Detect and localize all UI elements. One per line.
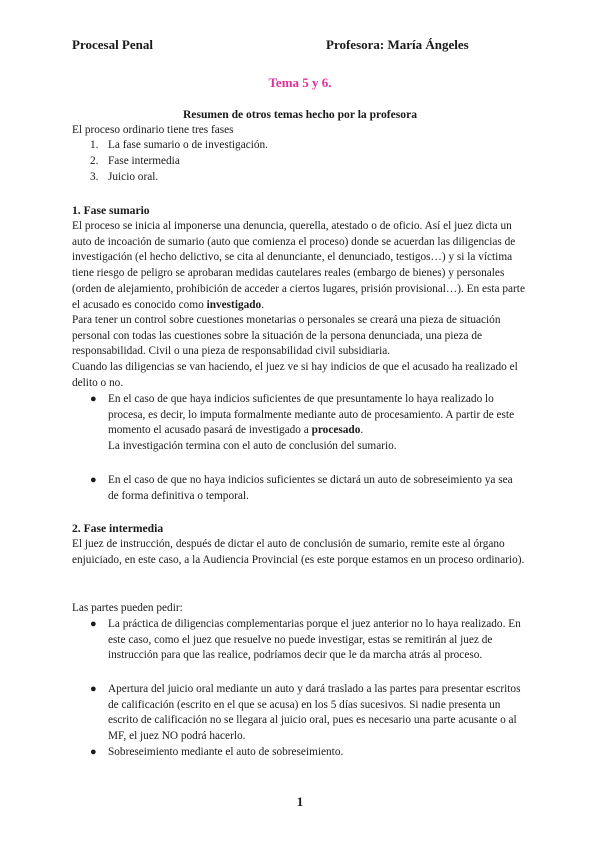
page-title: Tema 5 y 6. <box>268 75 332 90</box>
section-1-para-1 <box>72 219 527 313</box>
list-number: 1. <box>90 139 99 151</box>
section-1-para-2: Para tener un control sobre cuestiones monetarias o personales se creará una pieza de situación personal con todas las cuestiones sobre la situación de la persona denunciada, una pieza de responsabilidad. Civil o una pieza de responsabilidad civil subsidiaria. <box>72 314 501 358</box>
bullet-text: La práctica de diligencias complementarias porque el juez anterior no lo haya realizado. En este caso, como el juez que resuelve no puede investigar, estas se remitirán al juez de instrucción para que las realice, podríamos decir que le da marcha atrás al proceso. <box>108 618 521 662</box>
section-2-bullet <box>0 617 600 683</box>
text-run: La investigación termina con el auto de conclusión del sumario. <box>108 440 397 453</box>
section-2-bullet <box>0 745 600 763</box>
bullet-icon: ● <box>90 746 97 758</box>
header-left: Procesal Penal <box>72 37 153 52</box>
bullet-icon: ● <box>90 393 97 405</box>
bullet-text <box>108 392 526 455</box>
text-run: . <box>360 424 364 437</box>
list-text: La fase sumario o de investigación. <box>108 139 268 151</box>
bullet-icon: ● <box>90 474 97 486</box>
bullet-text: Apertura del juicio oral mediante un auto y dará traslado a las partes para presentar escritos de calificación (escrito en el que se acusa) en los 5 días sucesivos. Si nadie presenta un escrito de calificación no se llegara al juicio oral, pues es necesario una parte acusante o al MF, el juez NO podrá hacerlo. <box>108 683 521 743</box>
header-right: Profesora: María Ángeles <box>326 37 469 52</box>
page-number: 1 <box>296 794 304 809</box>
page-subtitle: Resumen de otros temas hecho por la profesora <box>182 108 418 121</box>
text-run: . <box>261 298 265 311</box>
section-2-bullet <box>0 682 600 748</box>
section-1-para-3: Cuando las diligencias se van haciendo, el juez ve si hay indicios de que el acusado ha realizado el delito o no. <box>72 361 518 389</box>
bullet-icon: ● <box>90 683 97 695</box>
list-text: Juicio oral. <box>108 171 159 183</box>
list-item <box>0 155 600 171</box>
list-number: 2. <box>90 155 99 167</box>
section-2-para-2: Las partes pueden pedir: <box>72 602 183 614</box>
text-run: En el caso de que haya indicios suficientes de que presuntamente lo haya realizado lo procesa, es decir, lo imputa formalmente mediante auto de procesamiento. A partir de este momento el acusado pasará de investigado a <box>108 393 515 437</box>
bullet-text: Sobreseimiento mediante el auto de sobreseimiento. <box>108 746 344 758</box>
section-2-para-1: El juez de instrucción, después de dictar el auto de conclusión de sumario, remite este al órgano enjuiciado, en este caso, a la Audiencia Provincial (es este porque estamos en un proceso ordinario). <box>72 538 525 566</box>
bullet-text: En el caso de que no haya indicios suficientes se dictará un auto de sobreseimiento ya sea de forma definitiva o temporal. <box>108 474 513 502</box>
list-item <box>0 139 600 155</box>
bold-term: procesado <box>311 424 361 437</box>
section-1-bullet-2 <box>0 473 600 507</box>
intro-text: El proceso ordinario tiene tres fases <box>72 124 234 136</box>
section-2-heading: 2. Fase intermedia <box>72 522 164 535</box>
list-item <box>0 171 600 187</box>
bold-term: investigado <box>206 298 262 311</box>
section-1-heading: 1. Fase sumario <box>72 204 150 217</box>
bullet-icon: ● <box>90 618 97 630</box>
list-number: 3. <box>90 171 99 183</box>
section-1-bullet-1 <box>0 392 600 462</box>
list-text: Fase intermedia <box>108 155 180 167</box>
text-run: El proceso se inicia al imponerse una denuncia, querella, atestado o de oficio. Así el juez dicta un auto de incoación de sumario (auto que comienza el proceso) donde se acuerdan las diligencias de investigación (el hecho delictivo, se cita al denunciante, el denunciado, testigos…) y si la víctima tiene riesgo de peligro se aprobaran medidas cautelares reales (embargo de bienes) y personales (orden de alejamiento, prohibición de acceder a ciertos lugares, prisión provisional…). En esta parte el acusado es conocido como <box>72 220 525 311</box>
